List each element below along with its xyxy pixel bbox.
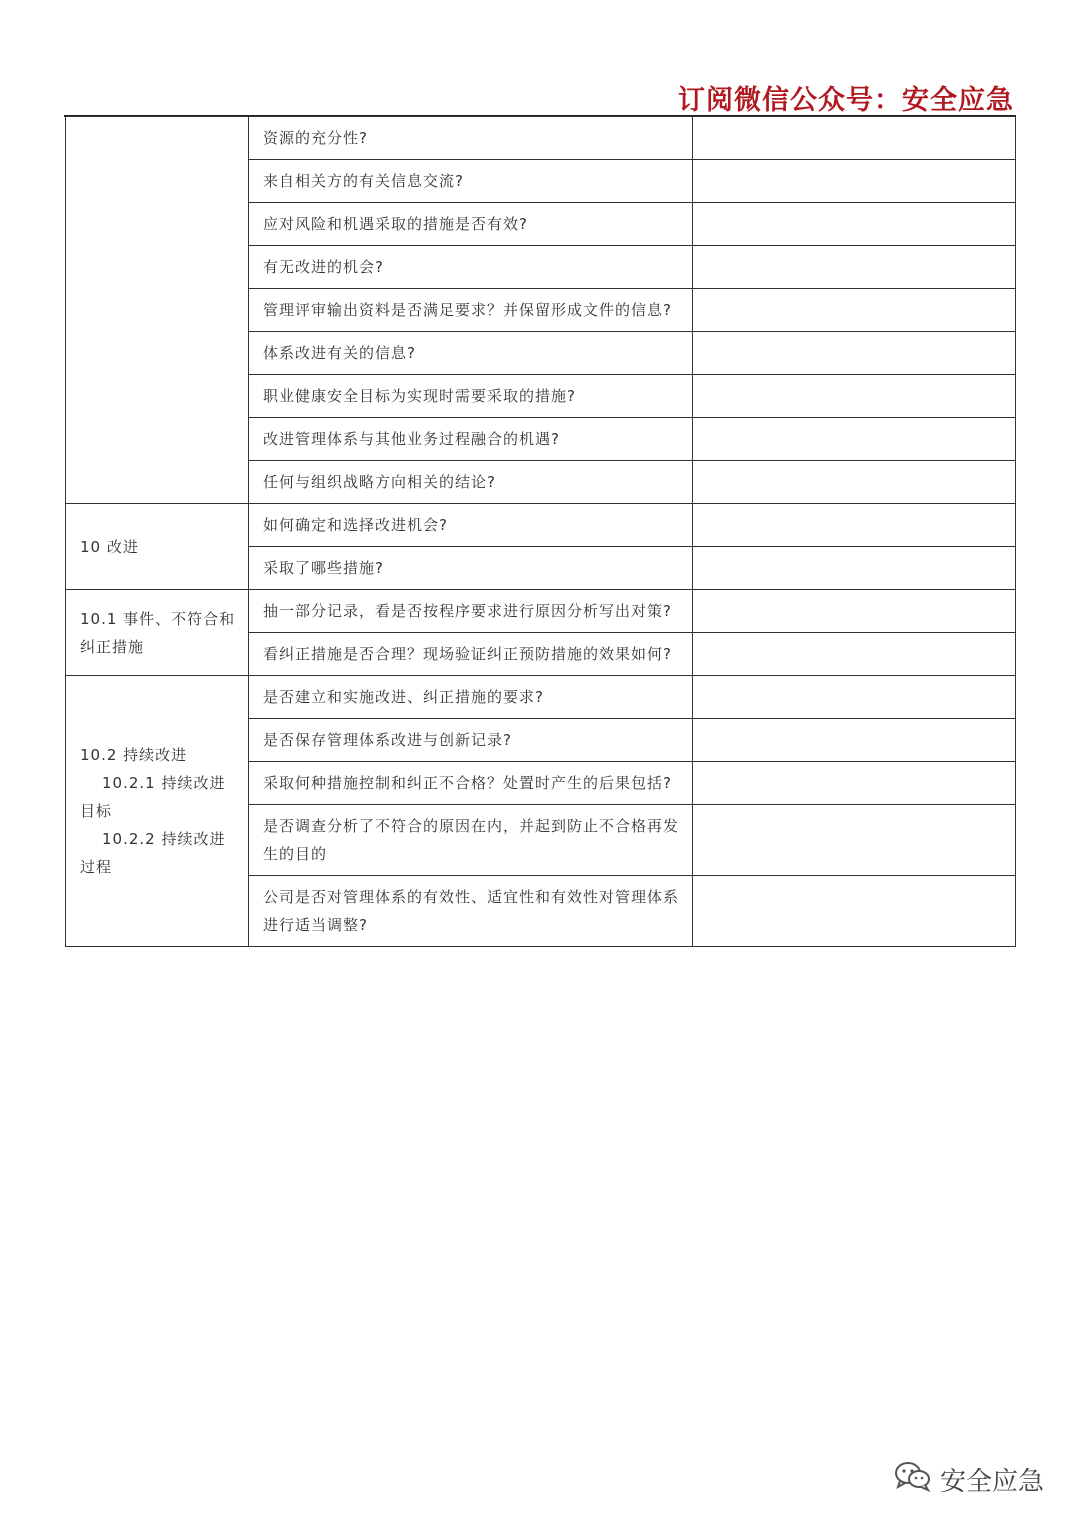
clause-title: 10.2 持续改进 bbox=[80, 746, 188, 764]
question-cell: 是否调查分析了不符合的原因在内，并起到防止不合格再发生的目的 bbox=[249, 805, 693, 876]
table-row bbox=[66, 590, 1016, 633]
question-cell: 任何与组织战略方向相关的结论? bbox=[249, 461, 693, 504]
result-cell[interactable] bbox=[693, 676, 1016, 719]
clause-title: 10 改进 bbox=[80, 537, 139, 556]
result-cell[interactable] bbox=[693, 547, 1016, 590]
result-cell[interactable] bbox=[693, 117, 1016, 160]
footer-watermark bbox=[894, 1460, 1044, 1499]
account-name: 安全应急 bbox=[939, 1467, 1044, 1497]
question-cell: 职业健康安全目标为实现时需要采取的措施? bbox=[249, 375, 693, 418]
question-cell: 看纠正措施是否合理？现场验证纠正预防措施的效果如何? bbox=[249, 633, 693, 676]
question-cell: 体系改进有关的信息? bbox=[249, 332, 693, 375]
result-cell[interactable] bbox=[693, 203, 1016, 246]
question-cell: 采取了哪些措施? bbox=[249, 547, 693, 590]
question-cell: 公司是否对管理体系的有效性、适宜性和有效性对管理体系进行适当调整? bbox=[249, 876, 693, 947]
clause-title: 10.1 事件、不符合和纠正措施 bbox=[80, 609, 236, 656]
result-cell[interactable] bbox=[693, 461, 1016, 504]
result-cell[interactable] bbox=[693, 805, 1016, 876]
result-cell[interactable] bbox=[693, 246, 1016, 289]
result-cell[interactable] bbox=[693, 160, 1016, 203]
question-cell: 资源的充分性? bbox=[249, 117, 693, 160]
result-cell[interactable] bbox=[693, 876, 1016, 947]
question-cell: 采取何种措施控制和纠正不合格？处置时产生的后果包括? bbox=[249, 762, 693, 805]
result-cell[interactable] bbox=[693, 590, 1016, 633]
clause-subtitle: 10.2.1 持续改进目标 bbox=[80, 774, 226, 820]
subscription-banner: 订阅微信公众号：安全应急 bbox=[678, 85, 1014, 116]
result-cell[interactable] bbox=[693, 289, 1016, 332]
table-row bbox=[66, 117, 1016, 160]
wechat-icon bbox=[894, 1460, 940, 1499]
audit-checklist-table bbox=[65, 116, 1016, 947]
question-cell: 来自相关方的有关信息交流? bbox=[249, 160, 693, 203]
table-row bbox=[66, 676, 1016, 719]
question-cell: 管理评审输出资料是否满足要求？并保留形成文件的信息? bbox=[249, 289, 693, 332]
clause-cell bbox=[66, 676, 249, 947]
question-cell: 有无改进的机会? bbox=[249, 246, 693, 289]
question-cell: 是否建立和实施改进、纠正措施的要求? bbox=[249, 676, 693, 719]
result-cell[interactable] bbox=[693, 719, 1016, 762]
result-cell[interactable] bbox=[693, 332, 1016, 375]
question-cell: 如何确定和选择改进机会? bbox=[249, 504, 693, 547]
clause-subtitle: 10.2.2 持续改进过程 bbox=[80, 830, 226, 876]
question-cell: 应对风险和机遇采取的措施是否有效? bbox=[249, 203, 693, 246]
result-cell[interactable] bbox=[693, 375, 1016, 418]
result-cell[interactable] bbox=[693, 762, 1016, 805]
clause-cell bbox=[66, 590, 249, 676]
question-cell: 改进管理体系与其他业务过程融合的机遇? bbox=[249, 418, 693, 461]
table-row bbox=[66, 504, 1016, 547]
clause-cell bbox=[66, 117, 249, 504]
result-cell[interactable] bbox=[693, 504, 1016, 547]
question-cell: 抽一部分记录，看是否按程序要求进行原因分析写出对策? bbox=[249, 590, 693, 633]
clause-cell bbox=[66, 504, 249, 590]
result-cell[interactable] bbox=[693, 633, 1016, 676]
question-cell: 是否保存管理体系改进与创新记录? bbox=[249, 719, 693, 762]
result-cell[interactable] bbox=[693, 418, 1016, 461]
